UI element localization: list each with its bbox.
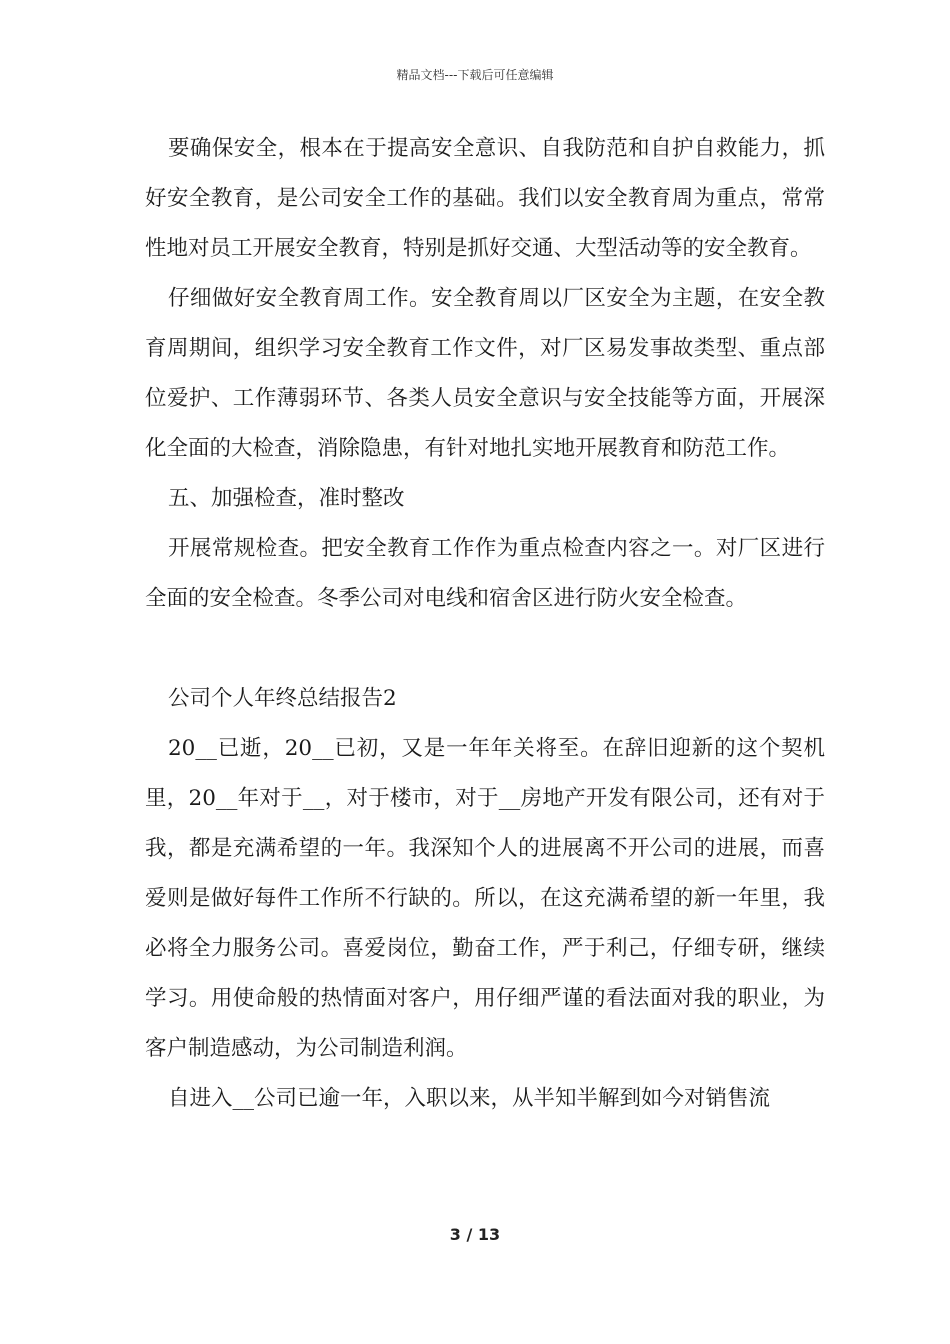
paragraph-safety-education: 要确保安全，根本在于提高安全意识、自我防范和自护自救能力，抓好安全教育，是公司安全工作的基础。我们以安全教育周为重点，常常性地对员工开展安全教育，特别是抓好交通、大型活动等的安全教育。: [145, 136, 825, 261]
paragraph-routine-inspection: 开展常规检查。把安全教育工作作为重点检查内容之一。对厂区进行全面的安全检查。冬季公司对电线和宿舍区进行防火安全检查。: [145, 536, 825, 611]
page-header: 精品文档---下载后可任意编辑: [396, 68, 554, 82]
document-body: [145, 124, 825, 1124]
paragraph-since-joining: 自进入__公司已逾一年，入职以来，从半知半解到如今对销售流: [168, 1086, 771, 1111]
page-number: 3 / 13: [449, 1225, 501, 1244]
paragraph-year-intro: 20__已逝，20__已初，又是一年年关将至。在辞旧迎新的这个契机里，20__年对于__，对于楼市，对于__房地产开发有限公司，还有对于我，都是充满希望的一年。我深知个人的进展离不开公司的进展，而喜爱则是做好每件工作所不行缺的。所以，在这充满希望的新一年里，我必将全力服务公司。喜爱岗位，勤奋工作，严于利己，仔细专研，继续学习。用使命般的热情面对客户，用仔细严谨的看法面对我的职业，为客户制造感动，为公司制造利润。: [145, 736, 825, 1061]
report-title: 公司个人年终总结报告2: [168, 686, 397, 711]
paragraph-safety-week: 仔细做好安全教育周工作。安全教育周以厂区安全为主题，在安全教育周期间，组织学习安全教育工作文件，对厂区易发事故类型、重点部位爱护、工作薄弱环节、各类人员安全意识与安全技能等方面，开展深化全面的大检查，消除隐患，有针对地扎实地开展教育和防范工作。: [145, 286, 825, 461]
section-heading-inspection: 五、加强检查，准时整改: [168, 486, 405, 511]
